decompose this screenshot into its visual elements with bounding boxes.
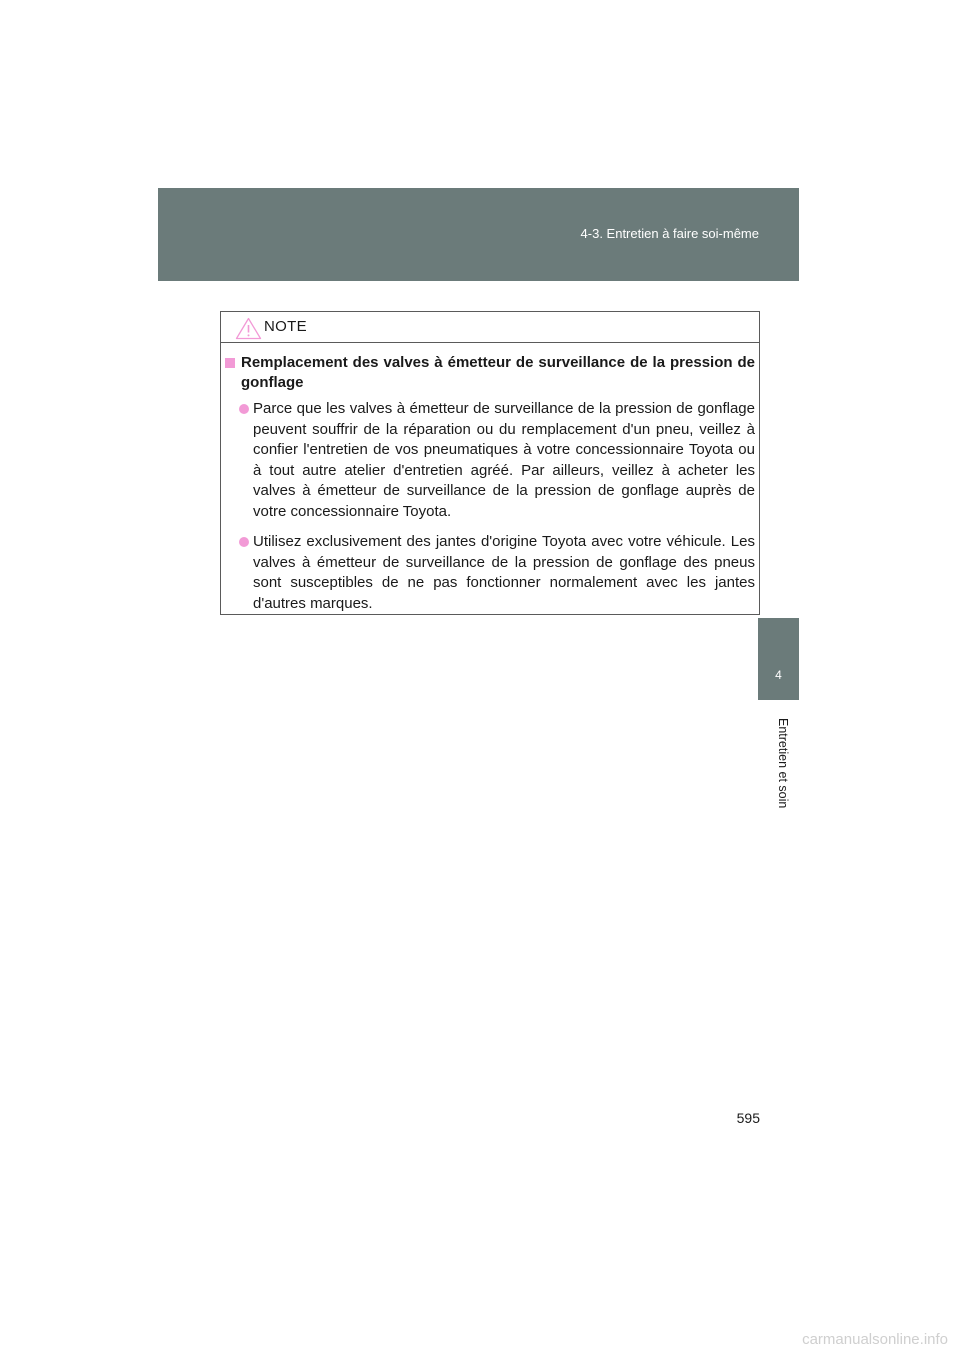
note-title: NOTE — [264, 318, 307, 335]
round-bullet-icon — [239, 537, 249, 547]
watermark: carmanualsonline.info — [802, 1331, 948, 1348]
note-body — [225, 353, 755, 614]
note-box — [220, 311, 760, 615]
list-item — [225, 399, 755, 522]
chapter-tab — [758, 618, 799, 700]
list-item — [225, 532, 755, 614]
square-bullet-icon — [225, 358, 235, 368]
warning-triangle-icon — [235, 317, 262, 340]
page-number: 595 — [736, 1110, 760, 1126]
chapter-number: 4 — [775, 668, 782, 682]
round-bullet-icon — [239, 404, 249, 414]
header-band — [158, 188, 799, 281]
section-title: 4-3. Entretien à faire soi-même — [580, 226, 759, 241]
list-item-text: Utilisez exclusivement des jantes d'origine Toyota avec votre véhicule. Les valves à émetteur de surveillance de la pression de gonflage des pneus sont susceptibles de ne pas fonctionner normalement avec les jantes d'autres marques. — [253, 533, 755, 612]
chapter-label: Entretien et soin — [776, 718, 790, 809]
note-header — [221, 312, 759, 343]
list-item-text: Parce que les valves à émetteur de surveillance de la pression de gonflage peuvent souffrir de la réparation ou du remplacement d'un pneu, veillez à confier l'entretien de vos pneumatiques à votre concessionnaire Toyota ou à tout autre atelier d'entretien agréé. Par ailleurs, veillez à acheter les valves à émetteur de surveillance de la pression de gonflage auprès de votre concessionnaire Toyota. — [253, 400, 755, 520]
section-heading — [225, 353, 755, 393]
section-heading-text: Remplacement des valves à émetteur de surveillance de la pression de gonflage — [241, 354, 755, 391]
